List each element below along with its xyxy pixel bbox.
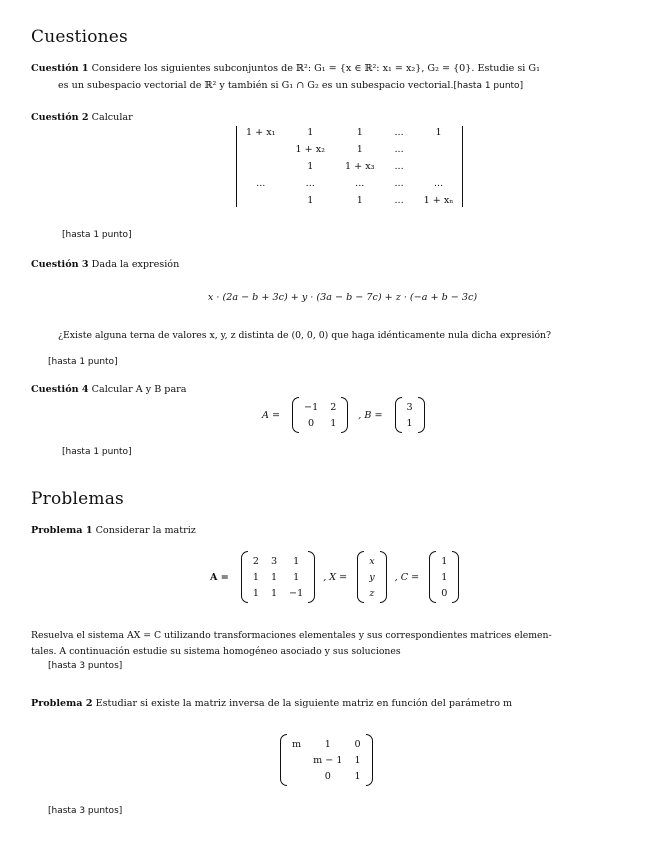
matrix-row (286, 752, 367, 768)
matrix-A (247, 553, 309, 601)
question-3-label: Cuestión 3 (31, 259, 89, 270)
matrix-B-table (401, 399, 419, 431)
determinant-table (236, 124, 463, 209)
problem-1-line1: Resuelva el sistema AX = C utilizando transformaciones elementales y sus correspondientes matrices elemen- (31, 630, 552, 641)
question-3-text: Dada la expresión (91, 259, 180, 270)
determinant-cell (236, 158, 286, 175)
question-4 (31, 383, 186, 396)
determinant-cell: ... (256, 178, 266, 189)
determinant (236, 124, 463, 209)
determinant-cell: 1 + x₃ (345, 161, 375, 172)
matrix-cell (286, 752, 307, 768)
determinant-row (236, 124, 463, 141)
matrix-row (363, 553, 380, 569)
problem-1-label: Problema 1 (31, 525, 93, 536)
matrix-row (363, 585, 380, 601)
determinant-bar-left (236, 126, 237, 207)
matrix-cell: m (292, 738, 302, 750)
matrix-cell: 1 (441, 571, 448, 583)
question-4-points: [hasta 1 punto] (62, 447, 132, 457)
problem-2-text: Estudiar si existe la matriz inversa de la siguiente matriz en función del parámetro m (95, 698, 513, 709)
matrix-X-table (363, 553, 380, 601)
matrix-row (247, 585, 309, 601)
matrix-cell: 1 (252, 587, 259, 599)
matrix-row (286, 768, 367, 784)
determinant-cell: ... (394, 178, 404, 189)
matrix-cell: −1 (289, 587, 304, 599)
matrix-A-label: A = (262, 409, 281, 421)
determinant-cell: 1 (356, 144, 363, 155)
question-1 (31, 62, 540, 75)
matrix-X-label: , X = (323, 571, 348, 583)
matrix-cell: 1 (406, 417, 413, 429)
matrix-row (435, 585, 453, 601)
determinant-cell: 1 (307, 161, 314, 172)
problem-1-text: Considerar la matriz (95, 525, 196, 536)
matrix-X (363, 553, 380, 601)
question-3-points: [hasta 1 punto] (48, 357, 118, 367)
question-2-label: Cuestión 2 (31, 112, 89, 123)
question-2 (31, 111, 133, 124)
determinant-cell: ... (355, 178, 365, 189)
question-1-line2: es un subespacio vectorial de ℝ² y también si G₁ ∩ G₂ es un subespacio vectorial. (58, 80, 454, 91)
matrix-cell: 1 (441, 555, 448, 567)
problem-1 (31, 524, 196, 537)
determinant-row (236, 175, 463, 192)
matrix-cell: 3 (406, 401, 413, 413)
matrix-cell: y (369, 571, 375, 583)
determinant-cell: ... (394, 195, 404, 206)
matrix-cell: 1 (293, 555, 300, 567)
matrix-M-table (286, 736, 367, 784)
matrix-row (401, 399, 419, 415)
determinant-cell: 1 (307, 127, 314, 138)
question-1-line2-row (58, 79, 523, 93)
matrix-row (363, 569, 380, 585)
expression: x · (2a − b + 3c) + y · (3a − b − 7c) + z · (−a + b − 3c) (207, 292, 478, 303)
matrix-cell: 1 (330, 417, 337, 429)
matrix-cell: 3 (270, 555, 278, 567)
matrix-A (298, 399, 342, 431)
question-2-points: [hasta 1 punto] (62, 230, 132, 240)
matrix-row (247, 553, 309, 569)
question-1-points: [hasta 1 punto] (453, 81, 524, 91)
determinant-cell: ... (433, 178, 444, 189)
matrix-cell: 1 (354, 754, 361, 766)
question-3 (31, 258, 179, 271)
determinant-cell: ... (305, 178, 315, 189)
determinant-cell: 1 (356, 195, 363, 206)
determinant-cell: 1 + x₂ (295, 144, 325, 155)
matrix-A-table (247, 553, 309, 601)
matrix-cell: 1 (252, 571, 259, 583)
matrix-cell: m − 1 (313, 754, 343, 766)
matrix-cell: 1 (270, 587, 278, 599)
matrix-row (435, 569, 453, 585)
question-1-line1: Considere los siguientes subconjuntos de ℝ²: G₁ = {x ∈ ℝ²: x₁ = x₂}, G₂ = {0}. Estudie si G₁ (91, 63, 540, 74)
determinant-cell: ... (394, 144, 404, 155)
section-title-problemas: Problemas (31, 489, 124, 509)
matrix-row (435, 553, 453, 569)
matrix-cell: 0 (308, 417, 315, 429)
matrix-row (286, 736, 367, 752)
problem-2 (31, 697, 512, 710)
matrix-cell: −1 (304, 401, 319, 413)
matrix-cell: 1 (324, 738, 331, 750)
matrix-cell: 0 (324, 770, 331, 782)
q4-matrices (262, 399, 419, 431)
determinant-row (236, 141, 463, 158)
matrix-row (247, 569, 309, 585)
matrix-cell: 2 (330, 401, 337, 413)
matrix-cell: 1 (354, 770, 361, 782)
matrix-cell: 0 (441, 587, 448, 599)
matrix-M (286, 736, 367, 784)
determinant-cell: 1 + x₁ (246, 127, 276, 138)
matrix-C (435, 553, 453, 601)
matrix-A-label: A = (210, 571, 229, 583)
matrix-row (401, 415, 419, 431)
determinant-cell: ... (394, 127, 404, 138)
matrix-C-table (435, 553, 453, 601)
determinant-cell (236, 192, 286, 209)
determinant-cell: 1 (307, 195, 314, 206)
question-3-question: ¿Existe alguna terna de valores x, y, z distinta de (0, 0, 0) que haga idénticamente nula dicha expresión? (58, 330, 552, 341)
question-4-text: Calcular A y B para (91, 384, 187, 395)
determinant-cell (236, 141, 286, 158)
p1-matrices (210, 553, 453, 601)
p2-matrix (286, 736, 367, 784)
section-title-cuestiones: Cuestiones (31, 27, 128, 47)
problem-2-points: [hasta 3 puntos] (48, 806, 123, 816)
determinant-cell: 1 + xₙ (423, 195, 454, 206)
determinant-cell (414, 158, 464, 175)
determinant-cell: ... (394, 161, 404, 172)
matrix-cell: 2 (252, 555, 259, 567)
determinant-cell: 1 (435, 127, 442, 138)
matrix-C-label: , C = (394, 571, 420, 583)
determinant-cell (414, 141, 464, 158)
matrix-A-table (298, 399, 342, 431)
matrix-row (298, 399, 342, 415)
problem-1-line2: tales. A continuación estudie su sistema homogéneo asociado y sus soluciones (31, 646, 401, 657)
determinant-cell: 1 (356, 127, 363, 138)
matrix-row (298, 415, 342, 431)
determinant-row (236, 158, 463, 175)
question-4-label: Cuestión 4 (31, 384, 89, 395)
problem-1-points: [hasta 3 puntos] (48, 661, 123, 671)
matrix-cell (286, 768, 307, 784)
determinant-bar-right (462, 126, 463, 207)
matrix-cell: 1 (293, 571, 300, 583)
matrix-B (401, 399, 419, 431)
matrix-cell: 0 (354, 738, 361, 750)
matrix-cell: 1 (270, 571, 278, 583)
question-1-label: Cuestión 1 (31, 63, 89, 74)
determinant-row (236, 192, 463, 209)
problem-2-label: Problema 2 (31, 698, 93, 709)
question-2-text: Calcular (91, 112, 133, 123)
matrix-cell: x (369, 555, 375, 567)
matrix-B-label: , B = (358, 409, 383, 421)
matrix-cell: z (369, 587, 375, 599)
